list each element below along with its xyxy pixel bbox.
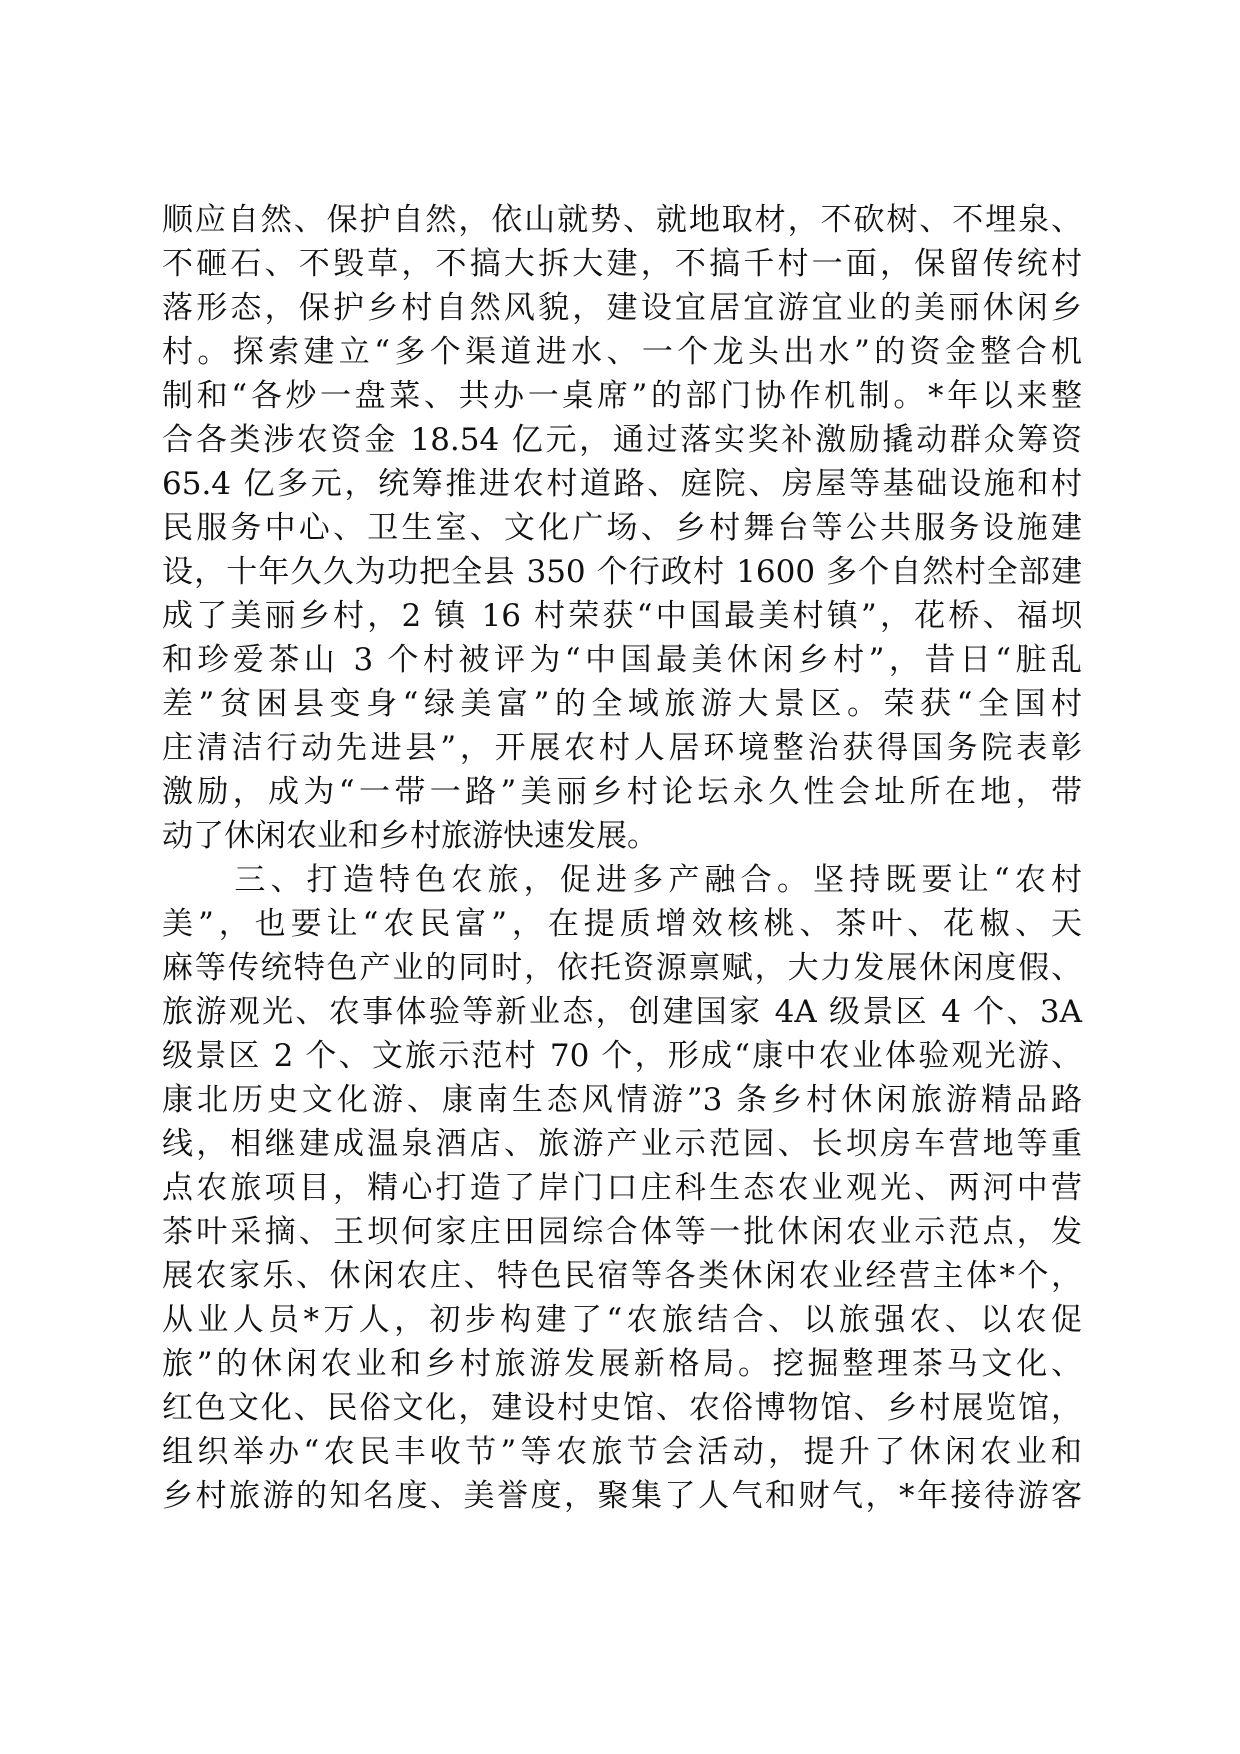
text-line: 和珍爱茶山 3 个村被评为“中国最美休闲乡村”，昔日“脏乱 bbox=[162, 642, 1082, 678]
text-line: 级景区 2 个、文旅示范村 70 个，形成“康中农业体验观光游、 bbox=[162, 1038, 1082, 1074]
text-line: 合各类涉农资金 18.54 亿元，通过落实奖补激励撬动群众筹资 bbox=[162, 422, 1082, 458]
text-line: 从业人员*万人，初步构建了“农旅结合、以旅强农、以农促 bbox=[162, 1302, 1082, 1338]
text-line: 旅”的休闲农业和乡村旅游发展新格局。挖掘整理茶马文化、 bbox=[162, 1346, 1082, 1382]
text-line: 顺应自然、保护自然，依山就势、就地取材，不砍树、不埋泉、 bbox=[162, 202, 1082, 238]
text-line: 三、打造特色农旅，促进多产融合。坚持既要让“农村 bbox=[162, 862, 1082, 898]
paragraph-1 bbox=[162, 198, 1082, 858]
text-line: 康北历史文化游、康南生态风情游”3 条乡村休闲旅游精品路 bbox=[162, 1082, 1082, 1118]
text-line: 乡村旅游的知名度、美誉度，聚集了人气和财气，*年接待游客 bbox=[162, 1478, 1082, 1514]
text-line: 点农旅项目，精心打造了岸门口庄科生态农业观光、两河中营 bbox=[162, 1170, 1082, 1206]
text-line: 展农家乐、休闲农庄、特色民宿等各类休闲农业经营主体*个， bbox=[162, 1258, 1082, 1294]
text-line: 线，相继建成温泉酒店、旅游产业示范园、长坝房车营地等重 bbox=[162, 1126, 1082, 1162]
text-line: 民服务中心、卫生室、文化广场、乡村舞台等公共服务设施建 bbox=[162, 510, 1082, 546]
text-line: 麻等传统特色产业的同时，依托资源禀赋，大力发展休闲度假、 bbox=[162, 950, 1082, 986]
text-line: 红色文化、民俗文化，建设村史馆、农俗博物馆、乡村展览馆， bbox=[162, 1390, 1082, 1426]
text-line: 庄清洁行动先进县”，开展农村人居环境整治获得国务院表彰 bbox=[162, 730, 1082, 766]
text-line: 旅游观光、农事体验等新业态，创建国家 4A 级景区 4 个、3A bbox=[162, 994, 1082, 1030]
text-line: 设，十年久久为功把全县 350 个行政村 1600 多个自然村全部建 bbox=[162, 554, 1082, 590]
text-line: 茶叶采摘、王坝何家庄田园综合体等一批休闲农业示范点，发 bbox=[162, 1214, 1082, 1250]
text-line: 65.4 亿多元，统筹推进农村道路、庭院、房屋等基础设施和村 bbox=[162, 466, 1082, 502]
paragraph-2 bbox=[162, 858, 1082, 1518]
text-line: 激励，成为“一带一路”美丽乡村论坛永久性会址所在地，带 bbox=[162, 774, 1082, 810]
text-line: 村。探索建立“多个渠道进水、一个龙头出水”的资金整合机 bbox=[162, 334, 1082, 370]
text-line: 落形态，保护乡村自然风貌，建设宜居宜游宜业的美丽休闲乡 bbox=[162, 290, 1082, 326]
text-line: 不砸石、不毁草，不搞大拆大建，不搞千村一面，保留传统村 bbox=[162, 246, 1082, 282]
text-line: 制和“各炒一盘菜、共办一桌席”的部门协作机制。*年以来整 bbox=[162, 378, 1082, 414]
text-line: 成了美丽乡村，2 镇 16 村荣获“中国最美村镇”，花桥、福坝 bbox=[162, 598, 1082, 634]
text-line: 美”，也要让“农民富”，在提质增效核桃、茶叶、花椒、天 bbox=[162, 906, 1082, 942]
body-text bbox=[162, 198, 1082, 1518]
text-line: 差”贫困县变身“绿美富”的全域旅游大景区。荣获“全国村 bbox=[162, 686, 1082, 722]
text-line: 组织举办“农民丰收节”等农旅节会活动，提升了休闲农业和 bbox=[162, 1434, 1082, 1470]
text-line: 动了休闲农业和乡村旅游快速发展。 bbox=[162, 818, 658, 854]
